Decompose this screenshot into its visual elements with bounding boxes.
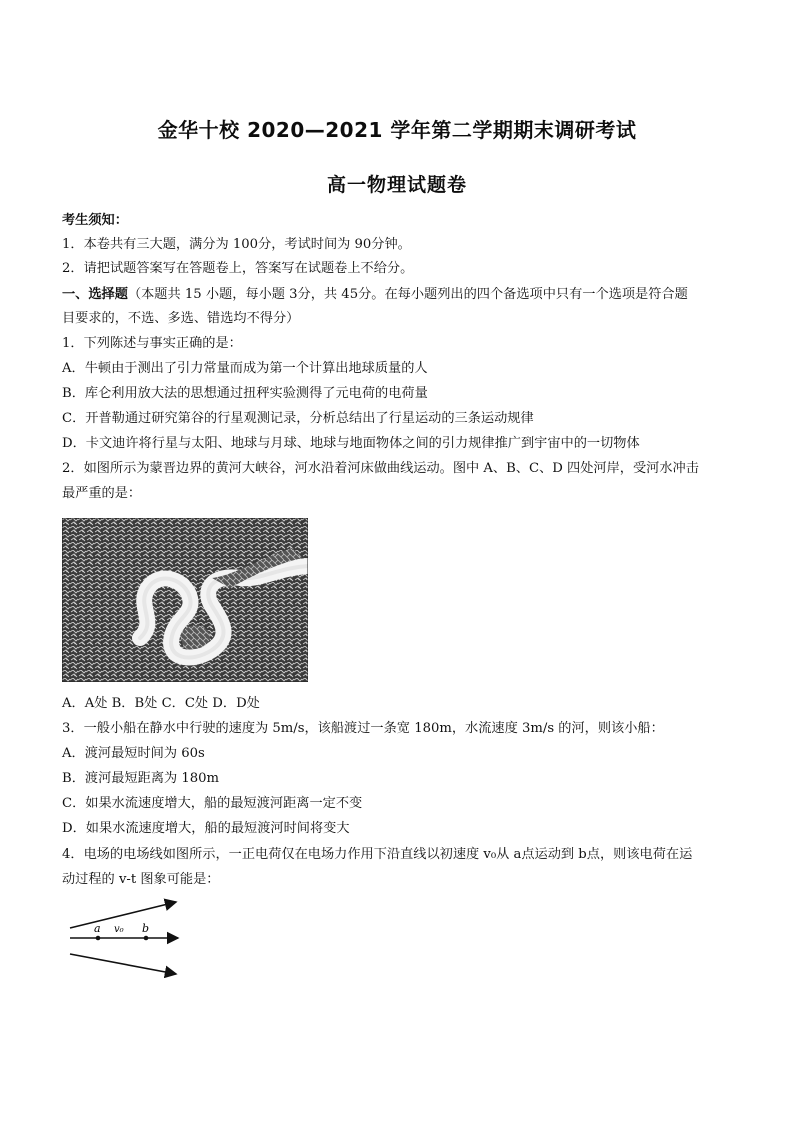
point-a	[96, 936, 101, 941]
q3-option-d: D．如果水流速度增大，船的最短渡河时间将变大	[62, 821, 350, 836]
label-b: b	[142, 922, 150, 935]
label-a: a	[94, 922, 101, 935]
q2-stem-cont: 最严重的是：	[62, 486, 142, 501]
q1-option-b: B．库仑利用放大法的思想通过扭秤实验测得了元电荷的电荷量	[62, 386, 428, 401]
q3-option-a: A．渡河最短时间为 60s	[62, 746, 205, 761]
label-v0: v₀	[114, 924, 124, 935]
section-1-desc: （本题共 15 小题，每小题 3分，共 45分。在每小题列出的四个备选项中只有一个选项是符合题	[127, 287, 688, 302]
q2-stem: 2．如图所示为蒙晋边界的黄河大峡谷，河水沿着河床做曲线运动。图中 A、B、C、D 四处河岸，受河水冲击	[62, 461, 699, 476]
q1-option-d: D．卡文迪许将行星与太阳、地球与月球、地球与地面物体之间的引力规律推广到宇宙中的一切物体	[62, 436, 640, 451]
field-lines-figure	[62, 892, 184, 978]
notice-heading: 考生须知：	[62, 213, 128, 228]
notice-item-2: 2．请把试题答案写在答题卷上，答案写在试题卷上不给分。	[62, 261, 414, 276]
point-b	[144, 936, 149, 941]
q4-stem-cont: 动过程的 v-t 图象可能是：	[62, 872, 220, 887]
canyon-photo	[62, 518, 308, 682]
q1-option-a: A．牛顿由于测出了引力常量而成为第一个计算出地球质量的人	[62, 361, 428, 376]
q4-stem: 4．电场的电场线如图所示，一正电荷仅在电场力作用下沿直线以初速度 v₀从 a点运动到 b点，则该电荷在运	[62, 847, 693, 862]
section-1-label: 一、选择题	[62, 287, 128, 302]
notice-item-1: 1．本卷共有三大题，满分为 100分，考试时间为 90分钟。	[62, 237, 411, 252]
q3-stem: 3．一般小船在静水中行驶的速度为 5m/s，该船渡过一条宽 180m，水流速度 3m/s 的河，则该小船：	[62, 721, 664, 736]
section-1-desc-cont: 目要求的，不选、多选、错选均不得分）	[62, 311, 300, 326]
field-line-bottom	[70, 954, 176, 974]
q3-option-b: B．渡河最短距离为 180m	[62, 771, 220, 786]
q1-option-c: C．开普勒通过研究第谷的行星观测记录，分析总结出了行星运动的三条运动规律	[62, 411, 534, 426]
exam-title: 金华十校 2020—2021 学年第二学期期末调研考试	[157, 118, 637, 142]
exam-subtitle: 高一物理试题卷	[326, 174, 467, 196]
q1-stem: 1．下列陈述与事实正确的是：	[62, 336, 242, 351]
section-1-intro	[62, 286, 742, 304]
q3-option-c: C．如果水流速度增大，船的最短渡河距离一定不变	[62, 796, 363, 811]
q2-options: A．A处 B．B处 C．C处 D．D处	[62, 696, 260, 711]
